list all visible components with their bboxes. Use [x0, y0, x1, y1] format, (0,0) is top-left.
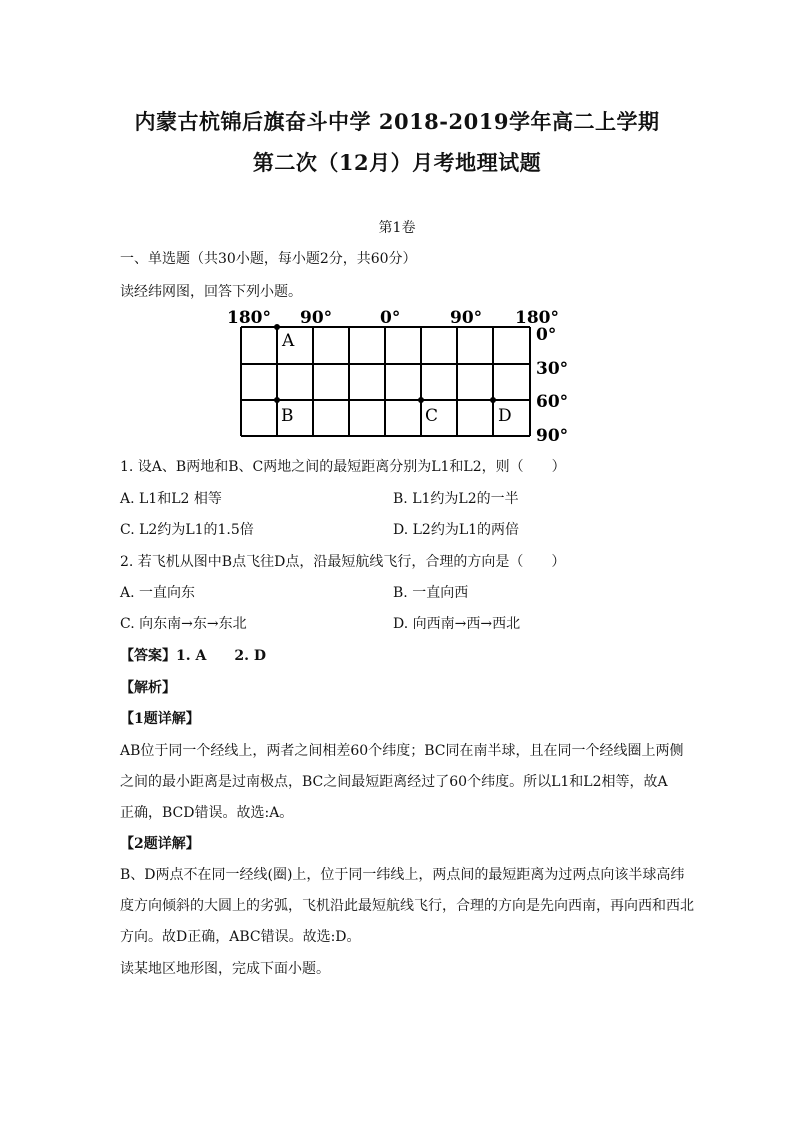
point-c-dot [418, 397, 424, 403]
analysis-heading: 【解析】 [120, 680, 176, 696]
question-1-stem: 1. 设A、B两地和B、C两地之间的最短距离分别为L1和L2，则（ ） [120, 459, 566, 475]
detail-1-line: AB位于同一个经线上，两者之间相差60个纬度；BC同在南半球，且在同一个经线圈上两侧 [120, 743, 684, 759]
point-b-label: B [281, 406, 294, 426]
question-2-option-b: B. 一直向西 [393, 585, 469, 601]
detail-1-line: 正确，BCD错误。故选:A。 [120, 805, 294, 821]
title-line-2: 第二次（12月）月考地理试题 [252, 150, 542, 175]
point-a-dot [274, 324, 280, 330]
section-heading: 一、单选题（共30小题，每小题2分，共60分） [120, 251, 417, 267]
lon-label-90-east: 90° [450, 308, 483, 328]
point-c-label: C [425, 406, 439, 426]
question-2-option-c: C. 向东南→东→东北 [120, 616, 247, 632]
lon-label-180-west: 180° [227, 308, 271, 328]
question-2-stem: 2. 若飞机从图中B点飞往D点，沿最短航线飞行，合理的方向是（ ） [120, 554, 566, 570]
question-1-option-a: A. L1和L2 相等 [120, 491, 222, 507]
point-d-label: D [498, 406, 512, 426]
lat-label-60: 60° [536, 392, 569, 412]
point-d-dot [490, 397, 496, 403]
detail-2-heading: 【2题详解】 [120, 836, 200, 852]
question-2-option-d: D. 向西南→西→西北 [393, 616, 521, 632]
question-1-option-d: D. L2约为L1的两倍 [393, 522, 520, 538]
question-2-option-a: A. 一直向东 [120, 585, 196, 601]
lon-label-180-east: 180° [515, 308, 559, 328]
detail-2-line: 方向。故D正确，ABC错误。故选:D。 [120, 929, 361, 945]
detail-2-line: B、D两点不在同一经线(圈)上，位于同一纬线上，两点间的最短距离为过两点向该半球高纬 [120, 867, 685, 883]
point-b-dot [274, 397, 280, 403]
intro-text-1: 读经纬网图，回答下列小题。 [120, 284, 302, 300]
lat-label-0: 0° [536, 325, 557, 345]
answer-line: 【答案】1. A 2. D [120, 648, 266, 664]
lon-label-90-west: 90° [300, 308, 333, 328]
lat-label-30: 30° [536, 359, 569, 379]
detail-1-line: 之间的最小距离是过南极点，BC之间最短距离经过了60个纬度。所以L1和L2相等，故A [120, 774, 668, 790]
detail-1-heading: 【1题详解】 [120, 711, 200, 727]
question-1-option-b: B. L1约为L2的一半 [393, 491, 519, 507]
lat-label-90: 90° [536, 426, 569, 446]
title-line-1: 内蒙古杭锦后旗奋斗中学 2018-2019学年高二上学期 [134, 109, 660, 134]
lon-label-0: 0° [380, 308, 401, 328]
detail-2-line: 度方向倾斜的大圆上的劣弧，飞机沿此最短航线飞行，合理的方向是先向西南，再向西和西北 [120, 898, 694, 914]
volume-label: 第1卷 [378, 220, 416, 236]
point-a-label: A [282, 331, 295, 351]
intro-text-2: 读某地区地形图，完成下面小题。 [120, 961, 330, 977]
question-1-option-c: C. L2约为L1的1.5倍 [120, 522, 254, 538]
